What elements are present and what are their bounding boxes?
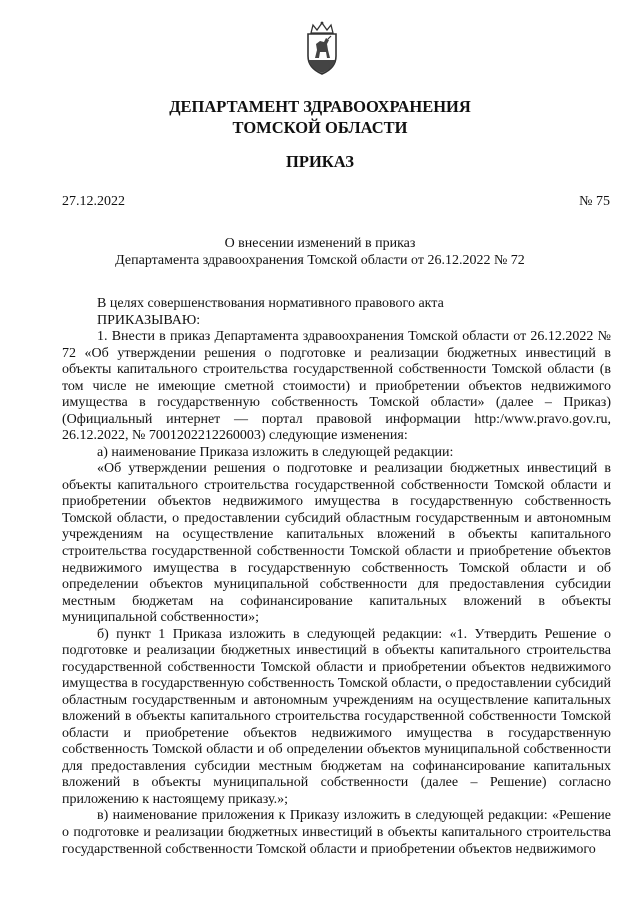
subject-line1: О внесении изменений в приказ xyxy=(224,236,416,251)
paragraph-item-a-text: «Об утверждении решения о подготовке и реализации бюджетных инвестиций в объекты капитального строительства государственной собственности Томской области и приобретении объектов недвижимого имущества в государственную собственность Томской области, о предоставлении субсидий областным государственным и автономным учреждениям на осуществление капитальных вложений в объекты капитального строительства государственной собственности Томской области и приобретение объектов недвижимого имущества в государственную собственность Томской области и об определении объектов муниципальной собственности для предоставления субсидии местным бюджетам на софинансирование капитальных вложений в объекты муниципальной собственности»; xyxy=(62,461,611,626)
paragraph-item-a: а) наименование Приказа изложить в следующей редакции: xyxy=(97,444,454,460)
preamble: В целях совершенствования нормативного правового акта xyxy=(97,296,444,311)
document-type: ПРИКАЗ xyxy=(286,152,354,171)
paragraph-item-1: 1. Внести в приказ Департамента здравоохранения Томской области от 26.12.2022 № 72 «Об утверждении решения о подготовке и реализации бюджетных инвестиций в объекты капитального строительства государственной собственности Томской области (в том числе не имеющие сметной стоимости) и приобретении объектов недвижимого имущества в государственную собственность Томской области» (далее – Приказ) (Официальный интернет — портал правовой информации http:/www.pravo.gov.ru, 26.12.2022, № 7001202212260003) следующие изменения: xyxy=(62,329,611,444)
department-title-line1: ДЕПАРТАМЕНТ ЗДРАВООХРАНЕНИЯ xyxy=(169,97,471,116)
department-title-line2: ТОМСКОЙ ОБЛАСТИ xyxy=(232,118,408,137)
subject-line2: Департамента здравоохранения Томской области от 26.12.2022 № 72 xyxy=(115,252,525,268)
paragraph-item-v: в) наименование приложения к Приказу изложить в следующей редакции: «Решение о подготовке и реализации бюджетных инвестиций в объекты капитального строительства государственной собственности Томской области и приобретении объектов недвижимого xyxy=(62,808,611,857)
document-date: 27.12.2022 xyxy=(62,194,125,209)
paragraph-item-b: б) пункт 1 Приказа изложить в следующей редакции: «1. Утвердить Решение о подготовке и реализации бюджетных инвестиций в объекты капитального строительства государственной собственности Томской области и приобретении объектов недвижимого имущества в государственную собственность Томской области, о предоставлении субсидий областным государственным и автономным учреждениям на осуществление капитальных вложений в объекты капитального строительства государственной собственности Томской области и приобретение объектов недвижимого имущества в государственную собственность Томской области и об определении объектов муниципальной собственности для предоставления субсидии местным бюджетам на софинансирование капитальных вложений в объекты муниципальной собственности (далее – Решение) согласно приложению к настоящему приказу.»; xyxy=(62,626,611,807)
document-body xyxy=(62,296,611,858)
document-number: № 75 xyxy=(579,194,610,209)
tomsk-coat-of-arms-icon xyxy=(302,20,342,76)
order-word: ПРИКАЗЫВАЮ: xyxy=(97,312,201,328)
